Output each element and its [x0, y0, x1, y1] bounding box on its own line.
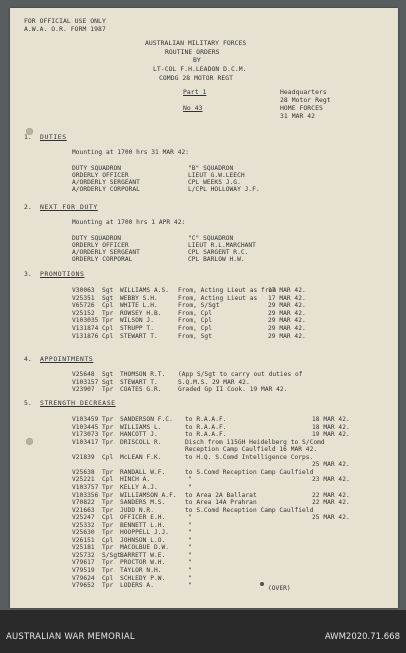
transfer-detail: to S.Comd Reception Camp Caulfield	[185, 506, 314, 514]
member-name: WILSON J.	[120, 317, 154, 325]
transfer-detail: "	[188, 559, 192, 567]
member-name: HOOPPELL J.J.	[120, 529, 170, 537]
effective-date: 18 MAR 42.	[312, 416, 350, 423]
member-name: JOHNSON L.O.	[120, 536, 166, 544]
rank: Tpr	[102, 529, 114, 537]
member-name: WHITE L.H.	[120, 302, 158, 310]
duty-role: ORDERLY OFFICER	[72, 242, 129, 249]
member-name: STRUPP T.	[120, 325, 154, 332]
rank: Tpr	[102, 499, 114, 507]
rank: Tpr	[102, 521, 114, 529]
service-number: V25181	[72, 544, 95, 552]
effective-date: 17 MAR 42.	[268, 294, 306, 302]
promotion-detail: From, Acting Lieut as from	[178, 287, 277, 294]
transfer-detail: to R.A.A.F.	[185, 416, 227, 423]
member-name: TAYLOR N.H.	[120, 567, 162, 574]
effective-date: 25 MAR 42.	[312, 461, 350, 469]
section-title: PROMOTIONS	[40, 270, 85, 278]
punch-hole-bottom	[26, 438, 33, 445]
order-number: No 43	[183, 104, 203, 112]
service-number: V21839	[72, 453, 95, 461]
rank: Tpr	[102, 559, 114, 567]
member-name: WILLIAMSON A.F.	[120, 491, 177, 499]
service-number: V79652	[72, 582, 95, 590]
service-number: V30063	[72, 287, 95, 294]
ink-smudge	[260, 582, 264, 586]
effective-date: 29 MAR 42.	[268, 317, 306, 325]
rank: Cpl	[102, 453, 114, 461]
member-name: BENNETT L.H.	[120, 521, 166, 529]
service-number: V131874	[72, 325, 99, 332]
rank: Sgt	[102, 371, 114, 378]
appointment-detail: (App S/Sgt to carry out duties of	[178, 371, 303, 378]
duty-assignee: LIEUT R.L.MARCHANT	[188, 242, 256, 249]
duty-assignee: CPL BARLOW H.W.	[188, 256, 245, 263]
member-name: ROWSEY H.B.	[120, 309, 162, 317]
official-use-line-1: FOR OFFICIAL USE ONLY	[24, 17, 106, 25]
duty-role: DUTY SQUADRON	[72, 235, 122, 242]
service-number: V25732	[72, 551, 95, 559]
service-number: V79617	[72, 559, 95, 567]
appointment-detail: S.Q.M.S. 29 MAR 42.	[178, 378, 250, 386]
archive-footer	[0, 610, 406, 653]
transfer-detail: "	[188, 529, 192, 537]
member-name: MACOLBUE D.W.	[120, 544, 170, 552]
service-number: V25351	[72, 294, 95, 302]
member-name: WILLIAMS A.S.	[120, 287, 170, 294]
promotion-detail: From, Cpl	[178, 325, 212, 332]
member-name: PROCTOR W.H.	[120, 559, 166, 567]
rank: Cpl	[102, 332, 114, 340]
section-number: 5.	[24, 399, 32, 407]
member-name: HANCOTT J.	[120, 431, 158, 439]
promotion-detail: From, Cpl	[178, 317, 212, 325]
transfer-detail: to Area 2A Ballarat	[185, 491, 257, 499]
member-name: RANDALL W.F.	[120, 468, 166, 476]
transfer-detail: "	[188, 582, 192, 590]
section-title: NEXT FOR DUTY	[40, 203, 98, 211]
transfer-detail: "	[188, 536, 192, 544]
member-name: SANDERS M.S.	[120, 499, 166, 507]
effective-date: 23 MAR 42.	[312, 476, 350, 484]
title-line-3: BY	[193, 56, 201, 64]
member-name: STEWART T.	[120, 332, 158, 340]
duty-assignee: "B" SQUADRON	[188, 165, 234, 172]
effective-date: 25 MAR 42.	[312, 514, 350, 522]
section-intro: Mounting at 1700 hrs 1 APR 42:	[72, 219, 186, 226]
service-number: V70822	[72, 499, 95, 507]
duty-assignee: L/CPL HOLLOWAY J.F.	[188, 186, 260, 193]
rank: Cpl	[102, 574, 114, 582]
service-number: V103445	[72, 423, 99, 431]
rank: Cpl	[102, 476, 114, 484]
service-number: V103356	[72, 491, 99, 499]
member-name: BARRETT W.E.	[120, 551, 166, 559]
duty-role: A/ORDERLY CORPORAL	[72, 186, 140, 193]
service-number: V25221	[72, 476, 95, 484]
archive-accession: AWM2020.71.668	[324, 632, 400, 642]
rank: Cpl	[102, 536, 114, 544]
transfer-detail: "	[188, 476, 192, 484]
member-name: THOMSON R.T.	[120, 371, 166, 378]
service-number: V65726	[72, 302, 95, 310]
member-name: WEBBY S.H.	[120, 294, 158, 302]
service-number: V103757	[72, 483, 99, 491]
section-number: 3.	[24, 270, 32, 278]
service-number: V103035	[72, 317, 99, 325]
member-name: JUDD N.R.	[120, 506, 154, 514]
transfer-detail: "	[188, 551, 192, 559]
transfer-detail: "	[188, 514, 192, 522]
rank: Tpr	[102, 582, 114, 590]
member-name: KELLY A.J.	[120, 483, 158, 491]
rank: Cpl	[102, 302, 114, 310]
transfer-detail: Reception Camp Caulfield 16 MAR 42.	[185, 446, 318, 454]
duty-assignee: CPL WEEKS J.G.	[188, 179, 241, 186]
effective-date: 29 MAR 42.	[268, 302, 306, 310]
rank: Tpr	[102, 317, 114, 325]
duty-assignee: CPL SARGENT R.C.	[188, 249, 249, 256]
hq-line-4: 31 MAR 42	[280, 112, 316, 120]
effective-date: 29 MAR 42.	[268, 332, 306, 340]
title-line-1: AUSTRALIAN MILITARY FORCES	[145, 39, 247, 47]
member-name: STEWART T.	[120, 378, 158, 386]
hq-line-3: HOME FORCES	[280, 104, 323, 112]
section-title: STRENGTH DECREASE	[40, 399, 116, 407]
duty-role: A/ORDERLY SERGEANT	[72, 179, 140, 186]
effective-date: 29 MAR 42.	[268, 309, 306, 317]
service-number: V25152	[72, 309, 95, 317]
duty-role: ORDERLY CORPORAL	[72, 256, 133, 263]
service-number: V23907	[72, 386, 95, 394]
official-use-line-2: A.W.A. O.R. FORM 1987	[24, 25, 106, 33]
duty-role: DUTY SQUADRON	[72, 165, 122, 172]
rank: Tpr	[102, 483, 114, 491]
document-page	[10, 8, 398, 608]
duty-assignee: LIEUT G.W.LEECH	[188, 172, 245, 179]
effective-date: 17 MAR 42.	[268, 287, 306, 294]
transfer-detail: "	[188, 574, 192, 582]
service-number: V26151	[72, 536, 95, 544]
rank: Tpr	[102, 544, 114, 552]
rank: Tpr	[102, 416, 114, 423]
appointment-detail: Graded Gp II Cook. 19 MAR 42.	[178, 386, 288, 394]
transfer-detail: to S.Comd Reception Camp Caulfield	[185, 468, 314, 476]
rank: Tpr	[102, 431, 114, 439]
rank: Tpr	[102, 309, 114, 317]
member-name: SANDERSON F.C.	[120, 416, 173, 423]
section-number: 4.	[24, 355, 32, 363]
duty-role: ORDERLY OFFICER	[72, 172, 129, 179]
transfer-detail: "	[188, 567, 192, 574]
rank: Tpr	[102, 423, 114, 431]
section-intro: Mounting at 1700 hrs 31 MAR 42:	[72, 149, 190, 156]
rank: Sgt	[102, 378, 114, 386]
rank: Cpl	[102, 514, 114, 522]
service-number: V131876	[72, 332, 99, 340]
service-number: V25247	[72, 514, 95, 522]
effective-date: 22 MAR 42.	[312, 491, 350, 499]
member-name: HINCH A.	[120, 476, 151, 484]
section-number: 1.	[24, 133, 32, 141]
rank: Cpl	[102, 325, 114, 332]
overleaf-marker: (OVER)	[268, 585, 291, 592]
service-number: V79519	[72, 567, 95, 574]
rank: Tpr	[102, 506, 114, 514]
title-line-5: COMDG 28 MOTOR REGT	[159, 74, 234, 82]
transfer-detail: to R.A.A.F.	[185, 431, 227, 439]
title-line-2: ROUTINE ORDERS	[165, 48, 220, 56]
rank: Tpr	[102, 386, 114, 394]
member-name: SCHLEDY P.W.	[120, 574, 166, 582]
effective-date: 22 MAR 42.	[312, 499, 350, 507]
member-name: LODERS A.	[120, 582, 154, 590]
title-line-4: LT-COL F.H.LEADON D.C.M.	[153, 65, 247, 73]
hq-line-1: Headquarters	[280, 88, 327, 96]
duty-role: A/ORDERLY SERGEANT	[72, 249, 140, 256]
section-number: 2.	[24, 203, 32, 211]
transfer-detail: to R.A.A.F.	[185, 423, 227, 431]
effective-date: 29 MAR 42.	[268, 325, 306, 332]
part-label: Part 1	[183, 88, 207, 96]
rank: Tpr	[102, 468, 114, 476]
rank: S/Sgt	[102, 551, 121, 559]
service-number: V173073	[72, 431, 99, 439]
section-title: APPOINTMENTS	[40, 355, 94, 363]
member-name: OFFICER E.H.	[120, 514, 166, 522]
promotion-detail: From, Sgt	[178, 332, 212, 340]
section-title: DUTIES	[40, 133, 67, 141]
transfer-detail: Disch from 115GH Heidelberg to S/Comd	[185, 438, 325, 446]
rank: Tpr	[102, 491, 114, 499]
transfer-detail: "	[188, 483, 192, 491]
promotion-detail: From, Cpl	[178, 309, 212, 317]
service-number: V21663	[72, 506, 95, 514]
archive-name: AUSTRALIAN WAR MEMORIAL	[6, 632, 135, 642]
rank: Sgt	[102, 294, 114, 302]
effective-date: 18 MAR 42.	[312, 423, 350, 431]
service-number: V103157	[72, 378, 99, 386]
rank: Tpr	[102, 567, 114, 574]
service-number: V103459	[72, 416, 99, 423]
service-number: V25332	[72, 521, 95, 529]
hq-line-2: 28 Motor Regt	[280, 96, 331, 104]
rank: Sgt	[102, 287, 114, 294]
service-number: V25648	[72, 371, 95, 378]
member-name: COATES G.R.	[120, 386, 162, 394]
rank: Tpr	[102, 438, 114, 446]
effective-date: 19 MAR 42.	[312, 431, 350, 439]
promotion-detail: From, S/Sgt	[178, 302, 220, 310]
service-number: V79624	[72, 574, 95, 582]
member-name: McLEAN F.K.	[120, 453, 162, 461]
member-name: WILLIAMS L.	[120, 423, 162, 431]
transfer-detail: "	[188, 544, 192, 552]
service-number: V103417	[72, 438, 99, 446]
transfer-detail: to H.Q. S.Comd Intelligence Corps.	[185, 453, 314, 461]
service-number: V25630	[72, 529, 95, 537]
promotion-detail: From, Acting Lieut as	[178, 294, 258, 302]
member-name: DRISCOLL R.	[120, 438, 162, 446]
transfer-detail: to Area 14A Prahran	[185, 499, 257, 507]
transfer-detail: "	[188, 521, 192, 529]
service-number: V25638	[72, 468, 95, 476]
duty-assignee: "C" SQUADRON	[188, 235, 234, 242]
